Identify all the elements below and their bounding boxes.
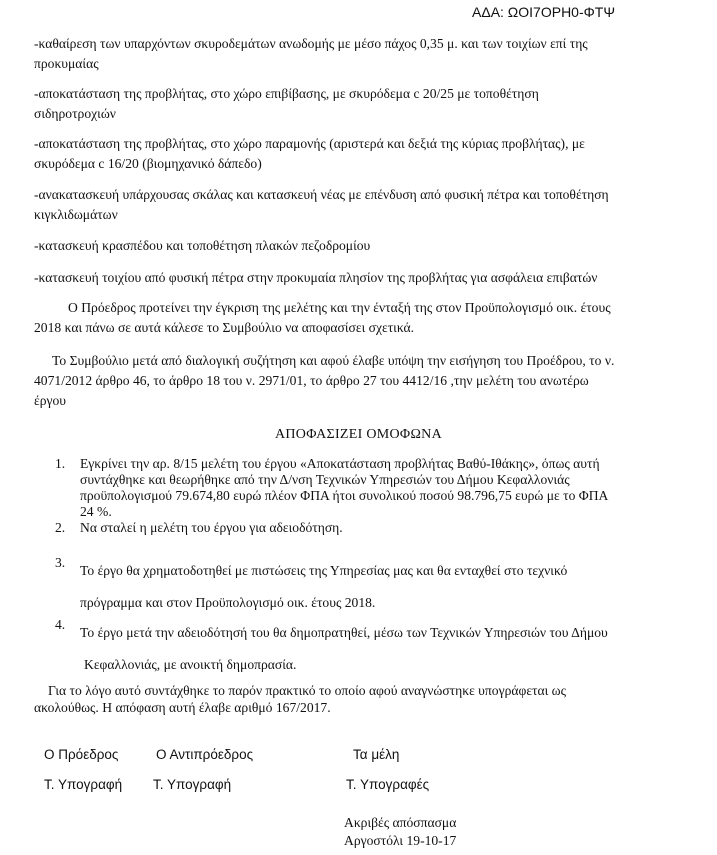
work-item-demolition xyxy=(34,34,674,74)
work-line: κιγκλιδωμάτων xyxy=(34,207,118,222)
proposal-line: Ο Πρόεδρος προτείνει την έγκριση της μελέτης και την ένταξή της στον Προϋπολογισμό οικ. έτους xyxy=(68,300,611,315)
work-line: προκυμαίας xyxy=(34,56,99,71)
item-line: Το έργο μετά την αδειοδότησή του θα δημοπρατηθεί, μέσω των Τεχνικών Υπηρεσιών του Δήμου xyxy=(80,625,608,640)
council-line: 4071/2012 άρθρο 46, το άρθρο 18 του ν. 2971/01, το άρθρο 27 του 4412/16 ,την μελέτη του ανωτέρω xyxy=(34,373,589,388)
certification-label: Ακριβές απόσπασμα xyxy=(344,815,457,830)
signature-president-title: Ο Πρόεδρος xyxy=(44,747,119,762)
work-item-stairs xyxy=(34,185,674,225)
decision-item-3 xyxy=(80,555,660,619)
decision-item-1 xyxy=(80,456,660,520)
council-paragraph xyxy=(34,351,674,411)
signature-members-title: Τα μέλη xyxy=(353,747,400,762)
item-number: 2. xyxy=(55,520,66,535)
work-item-waiting-area xyxy=(34,134,674,174)
item-line: Να σταλεί η μελέτη του έργου για αδειοδότηση. xyxy=(80,520,343,535)
work-item-curb xyxy=(34,236,674,256)
work-line: σιδηροτροχιών xyxy=(34,106,116,121)
item-line: Κεφαλλονιάς, με ανοικτή δημοπρασία. xyxy=(84,657,297,672)
work-line: -κατασκευή κρασπέδου και τοποθέτηση πλακών πεζοδρομίου xyxy=(34,238,371,253)
work-line: -κατασκευή τοιχίου από φυσική πέτρα στην προκυμαία πλησίον της προβλήτας για ασφάλεια επιβατών xyxy=(34,270,598,285)
decision-item-2 xyxy=(80,518,660,538)
signature-members: Τ. Υπογραφές xyxy=(346,777,430,792)
item-line: συντάχθηκε και θεωρήθηκε από την Δ/νση Τεχνικών Υπηρεσιών του Δήμου Κεφαλλονιάς xyxy=(80,472,570,487)
work-line: -αποκατάσταση της προβλήτας, στο χώρο παραμονής (αριστερά και δεξιά της κύριας προβλήτας), με xyxy=(34,136,585,151)
item-line: πρόγραμμα και στον Προϋπολογισμό οικ. έτους 2018. xyxy=(80,595,376,610)
closing-paragraph xyxy=(34,682,674,716)
work-line: -καθαίρεση των υπαρχόντων σκυροδεμάτων ανωδομής με μέσο πάχος 0,35 μ. και των τοιχίων επί της xyxy=(34,36,588,51)
council-line: Το Συμβούλιο μετά από διαλογική συζήτηση και αφού έλαβε υπόψη την εισήγηση του Προέδρου, το ν. xyxy=(52,353,615,368)
item-line: 24 %. xyxy=(80,504,112,519)
work-line: -αποκατάσταση της προβλήτας, στο χώρο επιβίβασης, με σκυρόδεμα c 20/25 με τοποθέτηση xyxy=(34,86,539,101)
work-line: -ανακατασκευή υπάρχουσας σκάλας και κατασκευή νέας με επένδυση από φυσική πέτρα και τοποθέτηση xyxy=(34,187,609,202)
item-number: 1. xyxy=(55,456,66,471)
signature-vice-president-title: Ο Αντιπρόεδρος xyxy=(156,747,254,762)
item-line: Εγκρίνει την αρ. 8/15 μελέτη του έργου «Αποκατάσταση προβλήτας Βαθύ-Ιθάκης», όπως αυτή xyxy=(80,456,600,471)
item-line: Το έργο θα χρηματοδοτηθεί με πιστώσεις της Υπηρεσίας μας και θα ενταχθεί στο τεχνικό xyxy=(80,563,568,578)
proposal-paragraph xyxy=(34,298,674,338)
certification-place-date: Αργοστόλι 19-10-17 xyxy=(344,833,457,848)
closing-line: Για το λόγο αυτό συντάχθηκε το παρόν πρακτικό το οποίο αφού αναγνώστηκε υπογράφεται ως xyxy=(48,683,567,698)
council-line: έργου xyxy=(34,393,67,408)
item-number: 4. xyxy=(55,617,66,632)
work-line: σκυρόδεμα c 16/20 (βιομηχανικό δάπεδο) xyxy=(34,156,262,171)
work-item-wall xyxy=(34,268,674,288)
item-number: 3. xyxy=(55,555,66,570)
decision-item-4 xyxy=(80,617,660,681)
decision-title: ΑΠΟΦΑΣΙΖΕΙ ΟΜΟΦΩΝΑ xyxy=(274,427,442,442)
item-line: προϋπολογισμού 79.674,80 ευρώ πλέον ΦΠΑ ήτοι συνολικού ποσού 98.796,75 ευρώ με το ΦΠΑ xyxy=(80,488,609,503)
ada-code: ΑΔΑ: ΩΟΙ7ΟΡΗ0-ΦΤΨ xyxy=(472,4,616,20)
signature-president: Τ. Υπογραφή xyxy=(44,777,123,792)
signature-vice-president: Τ. Υπογραφή xyxy=(153,777,232,792)
work-item-boarding-area xyxy=(34,84,674,124)
closing-line: ακολούθως. Η απόφαση αυτή έλαβε αριθμό 167/2017. xyxy=(34,700,331,715)
proposal-line: 2018 και πάνω σε αυτά κάλεσε το Συμβούλιο να αποφασίσει σχετικά. xyxy=(34,320,415,335)
